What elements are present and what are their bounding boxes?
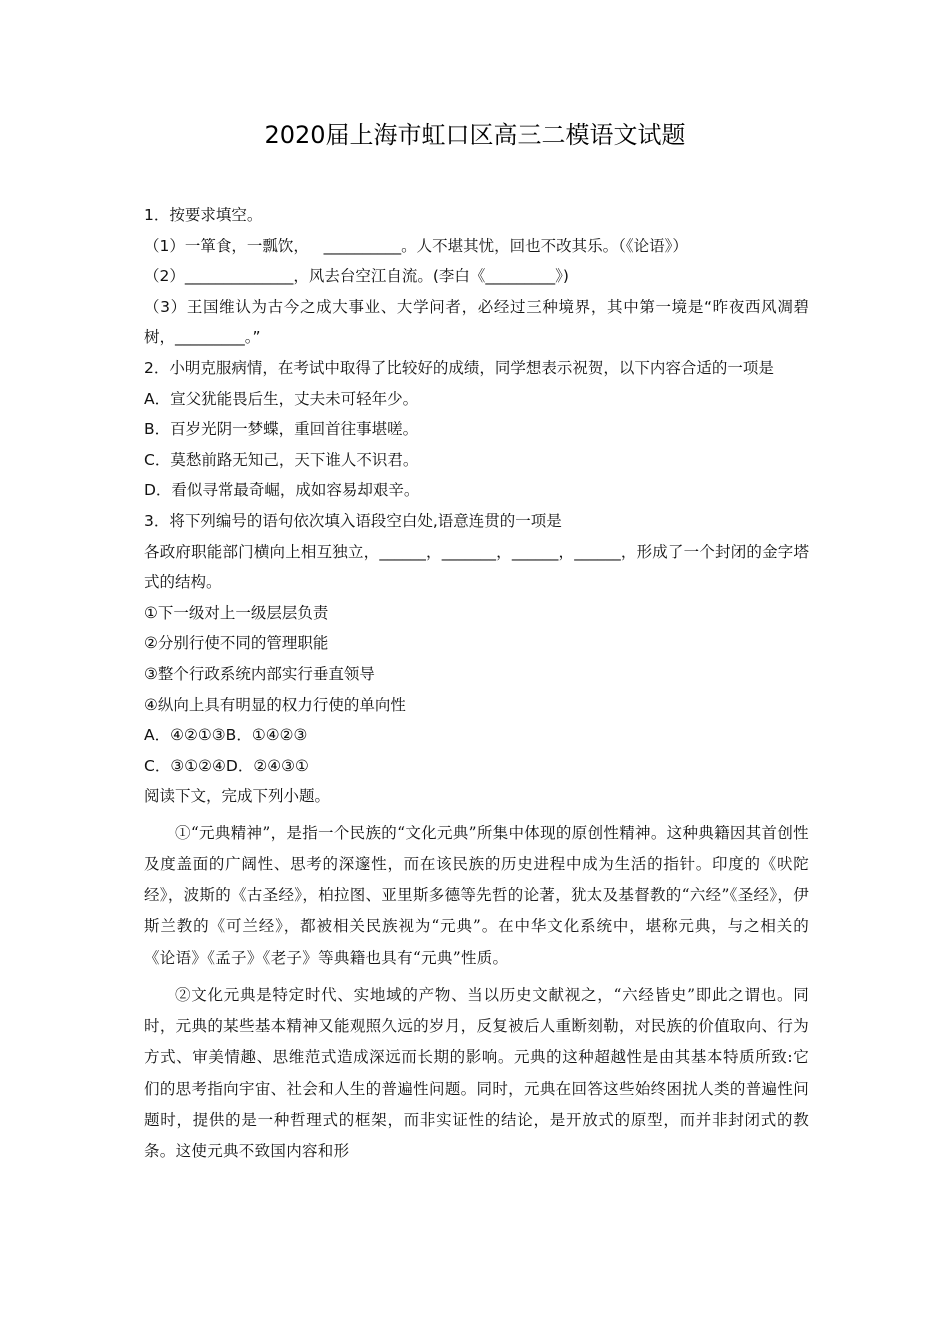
question-2-option-b: B．百岁光阴一梦蝶，重回首往事堪嗟。 (144, 420, 419, 439)
question-3-sentence-1: ①下一级对上一级层层负责 (144, 603, 329, 622)
question-2-option-d: D．看似寻常最奇崛，成如容易却艰辛。 (144, 481, 420, 500)
reading-intro: 阅读下文，完成下列小题。 (144, 787, 331, 806)
question-3 (144, 506, 809, 781)
question-1-item-3: （3）王国维认为古今之成大事业、大学问者，必经过三种境界，其中第一境是“昨夜西风凋碧树，_________。” (144, 297, 809, 347)
question-1-item-1: （1）一箪食，一瓢饮， __________。人不堪其忧，回也不改其乐。（《论语》） (144, 236, 688, 255)
question-1 (144, 200, 809, 353)
question-3-passage: 各政府职能部门横向上相互独立，______，_______，______，______，形成了一个封闭的金字塔式的结构。 (144, 542, 809, 592)
reading-paragraph-1: ①“元典精神”，是指一个民族的“文化元典”所集中体现的原创性精神。这种典籍因其首创性及度盖面的广阔性、思考的深邃性，而在该民族的历史进程中成为生活的指针。印度的《吠陀经》，波斯的《古圣经》，柏拉图、亚里斯多德等先哲的论著，犹太及基督教的“六经”《圣经》，伊斯兰教的《可兰经》，都被相关民族视为“元典”。在中华文化系统中，堪称元典，与之相关的《论语》《孟子》《老子》等典籍也具有“元典”性质。 (144, 823, 809, 967)
question-2-stem: 2．小明克服病情，在考试中取得了比较好的成绩，同学想表示祝贺，以下内容合适的一项是 (144, 358, 774, 377)
question-1-stem: 1．按要求填空。 (144, 206, 263, 224)
question-3-options-row-2: C．③①②④D．②④③① (144, 756, 309, 775)
question-1-item-2: （2）______________，风去台空江自流。(李白《_________》) (144, 267, 569, 286)
document-title: 2020届上海市虹口区高三二模语文试题 (264, 121, 686, 149)
question-3-sentence-3: ③整个行政系统内部实行垂直领导 (144, 664, 375, 683)
reading-paragraph-2: ②文化元典是特定时代、实地域的产物、当以历史文献视之，“六经皆史”即此之谓也。同时，元典的某些基本精神又能观照久远的岁月，反复被后人重断刻勒，对民族的价值取向、行为方式、审美情趣、思维范式造成深远而长期的影响。元典的这种超越性是由其基本特质所致:它们的思考指向宇宙、社会和人生的普遍性问题。同时，元典在回答这些始终困扰人类的普遍性问题时，提供的是一种哲理式的框架，而非实证性的结论，是开放式的原型，而并非封闭式的教条。这使元典不致国内容和形 (144, 985, 809, 1160)
question-3-stem: 3．将下列编号的语句依次填入语段空白处,语意连贯的一项是 (144, 511, 562, 530)
document-body (144, 200, 809, 1167)
question-3-options-row-1: A．④②①③B．①④②③ (144, 726, 308, 745)
question-2 (144, 353, 809, 506)
question-2-option-a: A．宣父犹能畏后生，丈夫未可轻年少。 (144, 389, 419, 408)
question-3-sentence-2: ②分别行使不同的管理职能 (144, 634, 329, 653)
reading-section (144, 781, 809, 1167)
question-2-option-c: C．莫愁前路无知己，天下谁人不识君。 (144, 450, 419, 469)
question-3-sentence-4: ④纵向上具有明显的权力行使的单向性 (144, 695, 406, 714)
